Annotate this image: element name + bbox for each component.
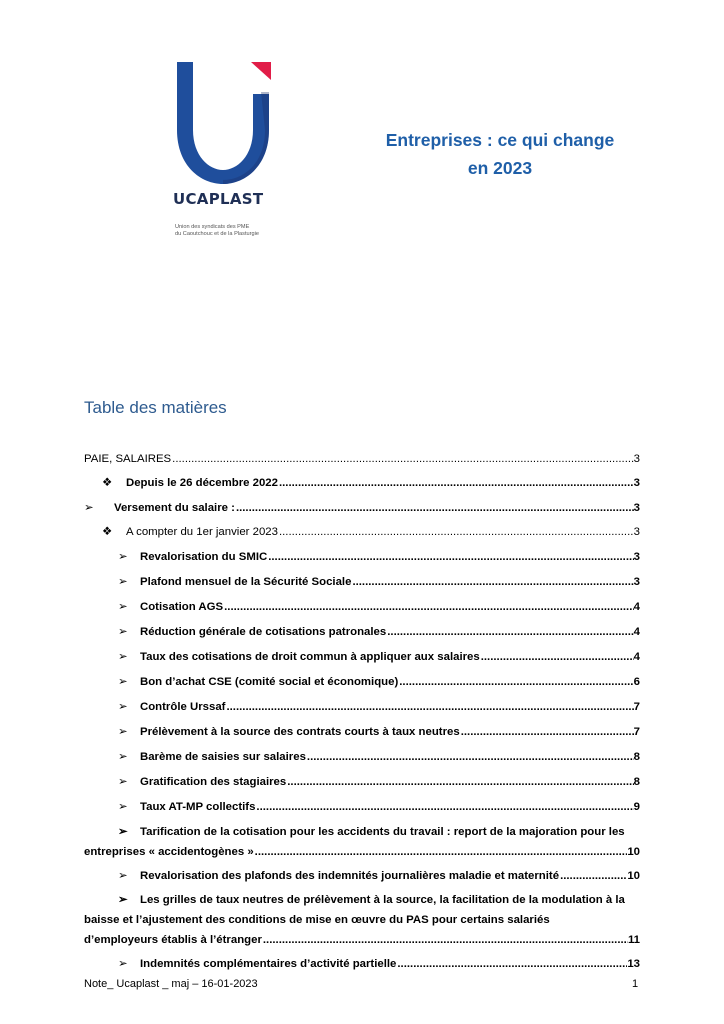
toc-entry-text: Bon d’achat CSE (comité social et économique)	[140, 676, 399, 688]
toc-leader	[386, 625, 633, 640]
toc-leader	[306, 750, 634, 765]
toc-entry-paie-salaires[interactable]	[84, 452, 640, 467]
toc-leader	[262, 933, 628, 948]
toc-page: 8	[633, 776, 640, 788]
toc-entry-text: A compter du 1er janvier 2023	[126, 526, 278, 538]
toc-entry-text: PAIE, SALAIRES	[84, 453, 172, 465]
toc-page: 3	[633, 551, 640, 563]
toc-leader	[559, 869, 627, 884]
footer-page-number: 1	[632, 978, 639, 990]
toc-page: 4	[633, 626, 640, 638]
logo-subtitle-line2: du Caoutchouc et de la Plasturgie	[175, 231, 259, 237]
toc-leader	[235, 501, 634, 516]
document-title-line1: Entreprises : ce qui change	[385, 130, 615, 150]
toc-entry-versement-salaire[interactable]	[84, 501, 640, 516]
toc-entry-text: Versement du salaire :	[114, 502, 235, 514]
toc-entry-text-line3: d’employeurs établis à l’étranger	[84, 934, 262, 946]
toc-entry-revalorisation-plafonds-ij[interactable]	[84, 869, 640, 884]
toc-entry-revalorisation-smic[interactable]	[84, 550, 640, 565]
toc-entry-taux-at-mp[interactable]	[84, 800, 640, 815]
toc-page: 11	[627, 934, 640, 946]
arrow-bullet-icon: ➢	[118, 601, 128, 613]
arrow-bullet-icon: ➢	[118, 894, 128, 906]
toc-page: 10	[627, 870, 640, 882]
toc-page: 7	[633, 701, 640, 713]
toc-entry-grilles-taux-neutres[interactable]	[84, 893, 640, 948]
arrow-bullet-icon: ➢	[84, 502, 94, 514]
toc-entry-tarification-accidents[interactable]	[84, 825, 640, 860]
arrow-bullet-icon: ➢	[118, 676, 128, 688]
document-title-line2: en 2023	[467, 158, 533, 178]
toc-entry-text: Plafond mensuel de la Sécurité Sociale	[140, 576, 352, 588]
arrow-bullet-icon: ➢	[118, 776, 128, 788]
toc-entry-a-compter-1er-janvier[interactable]	[84, 525, 640, 540]
toc-entry-plafond-securite-sociale[interactable]	[84, 575, 640, 590]
arrow-bullet-icon: ➢	[118, 626, 128, 638]
toc-page: 3	[633, 477, 640, 489]
toc-entry-text: Taux des cotisations de droit commun à appliquer aux salaires	[140, 651, 480, 663]
toc-leader	[396, 957, 627, 972]
toc-entry-prelevement-source[interactable]	[84, 725, 640, 740]
toc-page: 3	[633, 576, 640, 588]
toc-entry-text: Cotisation AGS	[140, 601, 224, 613]
footer-note: Note_ Ucaplast _ maj – 16-01-2023	[84, 978, 258, 990]
toc-page: 6	[633, 676, 640, 688]
toc-page: 10	[627, 846, 640, 858]
toc-leader	[223, 600, 634, 615]
toc-page: 4	[633, 651, 640, 663]
toc-heading: Table des matières	[84, 398, 227, 417]
toc-leader	[255, 800, 633, 815]
toc-entry-reduction-generale[interactable]	[84, 625, 640, 640]
logo-wordmark: UCAPLAST	[173, 190, 264, 208]
toc-entry-text: Depuis le 26 décembre 2022	[126, 477, 278, 489]
arrow-bullet-icon: ➢	[118, 551, 128, 563]
diamond-bullet-icon: ❖	[102, 526, 113, 538]
ucaplast-u-mark-icon	[173, 58, 285, 188]
arrow-bullet-icon: ➢	[118, 870, 128, 882]
toc-entry-cotisation-ags[interactable]	[84, 600, 640, 615]
arrow-bullet-icon: ➢	[118, 751, 128, 763]
logo-subtitle-line1: Union des syndicats des PME	[175, 224, 250, 230]
toc-entry-text-line2: entreprises « accidentogènes »	[84, 846, 254, 858]
toc-entry-text: Gratification des stagiaires	[140, 776, 287, 788]
toc-entry-bareme-saisies[interactable]	[84, 750, 640, 765]
diamond-bullet-icon: ❖	[102, 477, 113, 489]
logo-subtitle	[175, 224, 295, 238]
toc-page: 13	[627, 958, 640, 970]
toc-leader	[286, 775, 633, 790]
toc-page: 3	[633, 502, 640, 514]
toc-entry-depuis-26-decembre[interactable]	[84, 476, 640, 491]
ucaplast-logo	[173, 58, 285, 248]
toc-entry-text: Réduction générale de cotisations patronales	[140, 626, 387, 638]
toc-entry-text-line1: Tarification de la cotisation pour les accidents du travail : report de la majoration pour les	[140, 826, 625, 838]
toc-page: 7	[633, 726, 640, 738]
toc-leader	[225, 700, 633, 715]
toc-page: 3	[633, 526, 640, 538]
toc-entry-text: Revalorisation du SMIC	[140, 551, 268, 563]
arrow-bullet-icon: ➢	[118, 576, 128, 588]
toc-entry-text: Indemnités complémentaires d’activité partielle	[140, 958, 397, 970]
toc-entry-taux-cotisations[interactable]	[84, 650, 640, 665]
toc-entry-text: Prélèvement à la source des contrats courts à taux neutres	[140, 726, 460, 738]
arrow-bullet-icon: ➢	[118, 651, 128, 663]
arrow-bullet-icon: ➢	[118, 826, 128, 838]
arrow-bullet-icon: ➢	[118, 701, 128, 713]
toc-page: 8	[633, 751, 640, 763]
arrow-bullet-icon: ➢	[118, 726, 128, 738]
document-title	[360, 126, 640, 182]
toc-leader	[480, 650, 634, 665]
toc-page: 3	[633, 453, 640, 465]
toc-page: 4	[633, 601, 640, 613]
arrow-bullet-icon: ➢	[118, 801, 128, 813]
toc-entry-controle-urssaf[interactable]	[84, 700, 640, 715]
toc-leader	[267, 550, 633, 565]
toc-entry-text: Contrôle Urssaf	[140, 701, 226, 713]
toc-leader	[171, 452, 634, 467]
toc-entry-text: Taux AT-MP collectifs	[140, 801, 256, 813]
toc-entry-gratification-stagiaires[interactable]	[84, 775, 640, 790]
toc-entry-text-line1: Les grilles de taux neutres de prélèvement à la source, la facilitation de la modulation à la	[140, 894, 625, 906]
toc-entry-bon-achat-cse[interactable]	[84, 675, 640, 690]
toc-leader	[278, 525, 634, 540]
toc-leader	[460, 725, 634, 740]
toc-page: 9	[633, 801, 640, 813]
toc-leader	[398, 675, 633, 690]
toc-leader	[351, 575, 633, 590]
toc-leader	[278, 476, 634, 491]
toc-entry-indemnites-activite-partielle[interactable]	[84, 957, 640, 972]
arrow-bullet-icon: ➢	[118, 958, 128, 970]
toc-entry-text: Revalorisation des plafonds des indemnités journalières maladie et maternité	[140, 870, 560, 882]
toc-leader	[254, 845, 628, 860]
toc-entry-text-line2: baisse et l’ajustement des conditions de mise en œuvre du PAS pour certains salariés	[84, 914, 550, 926]
toc-entry-text: Barème de saisies sur salaires	[140, 751, 306, 763]
